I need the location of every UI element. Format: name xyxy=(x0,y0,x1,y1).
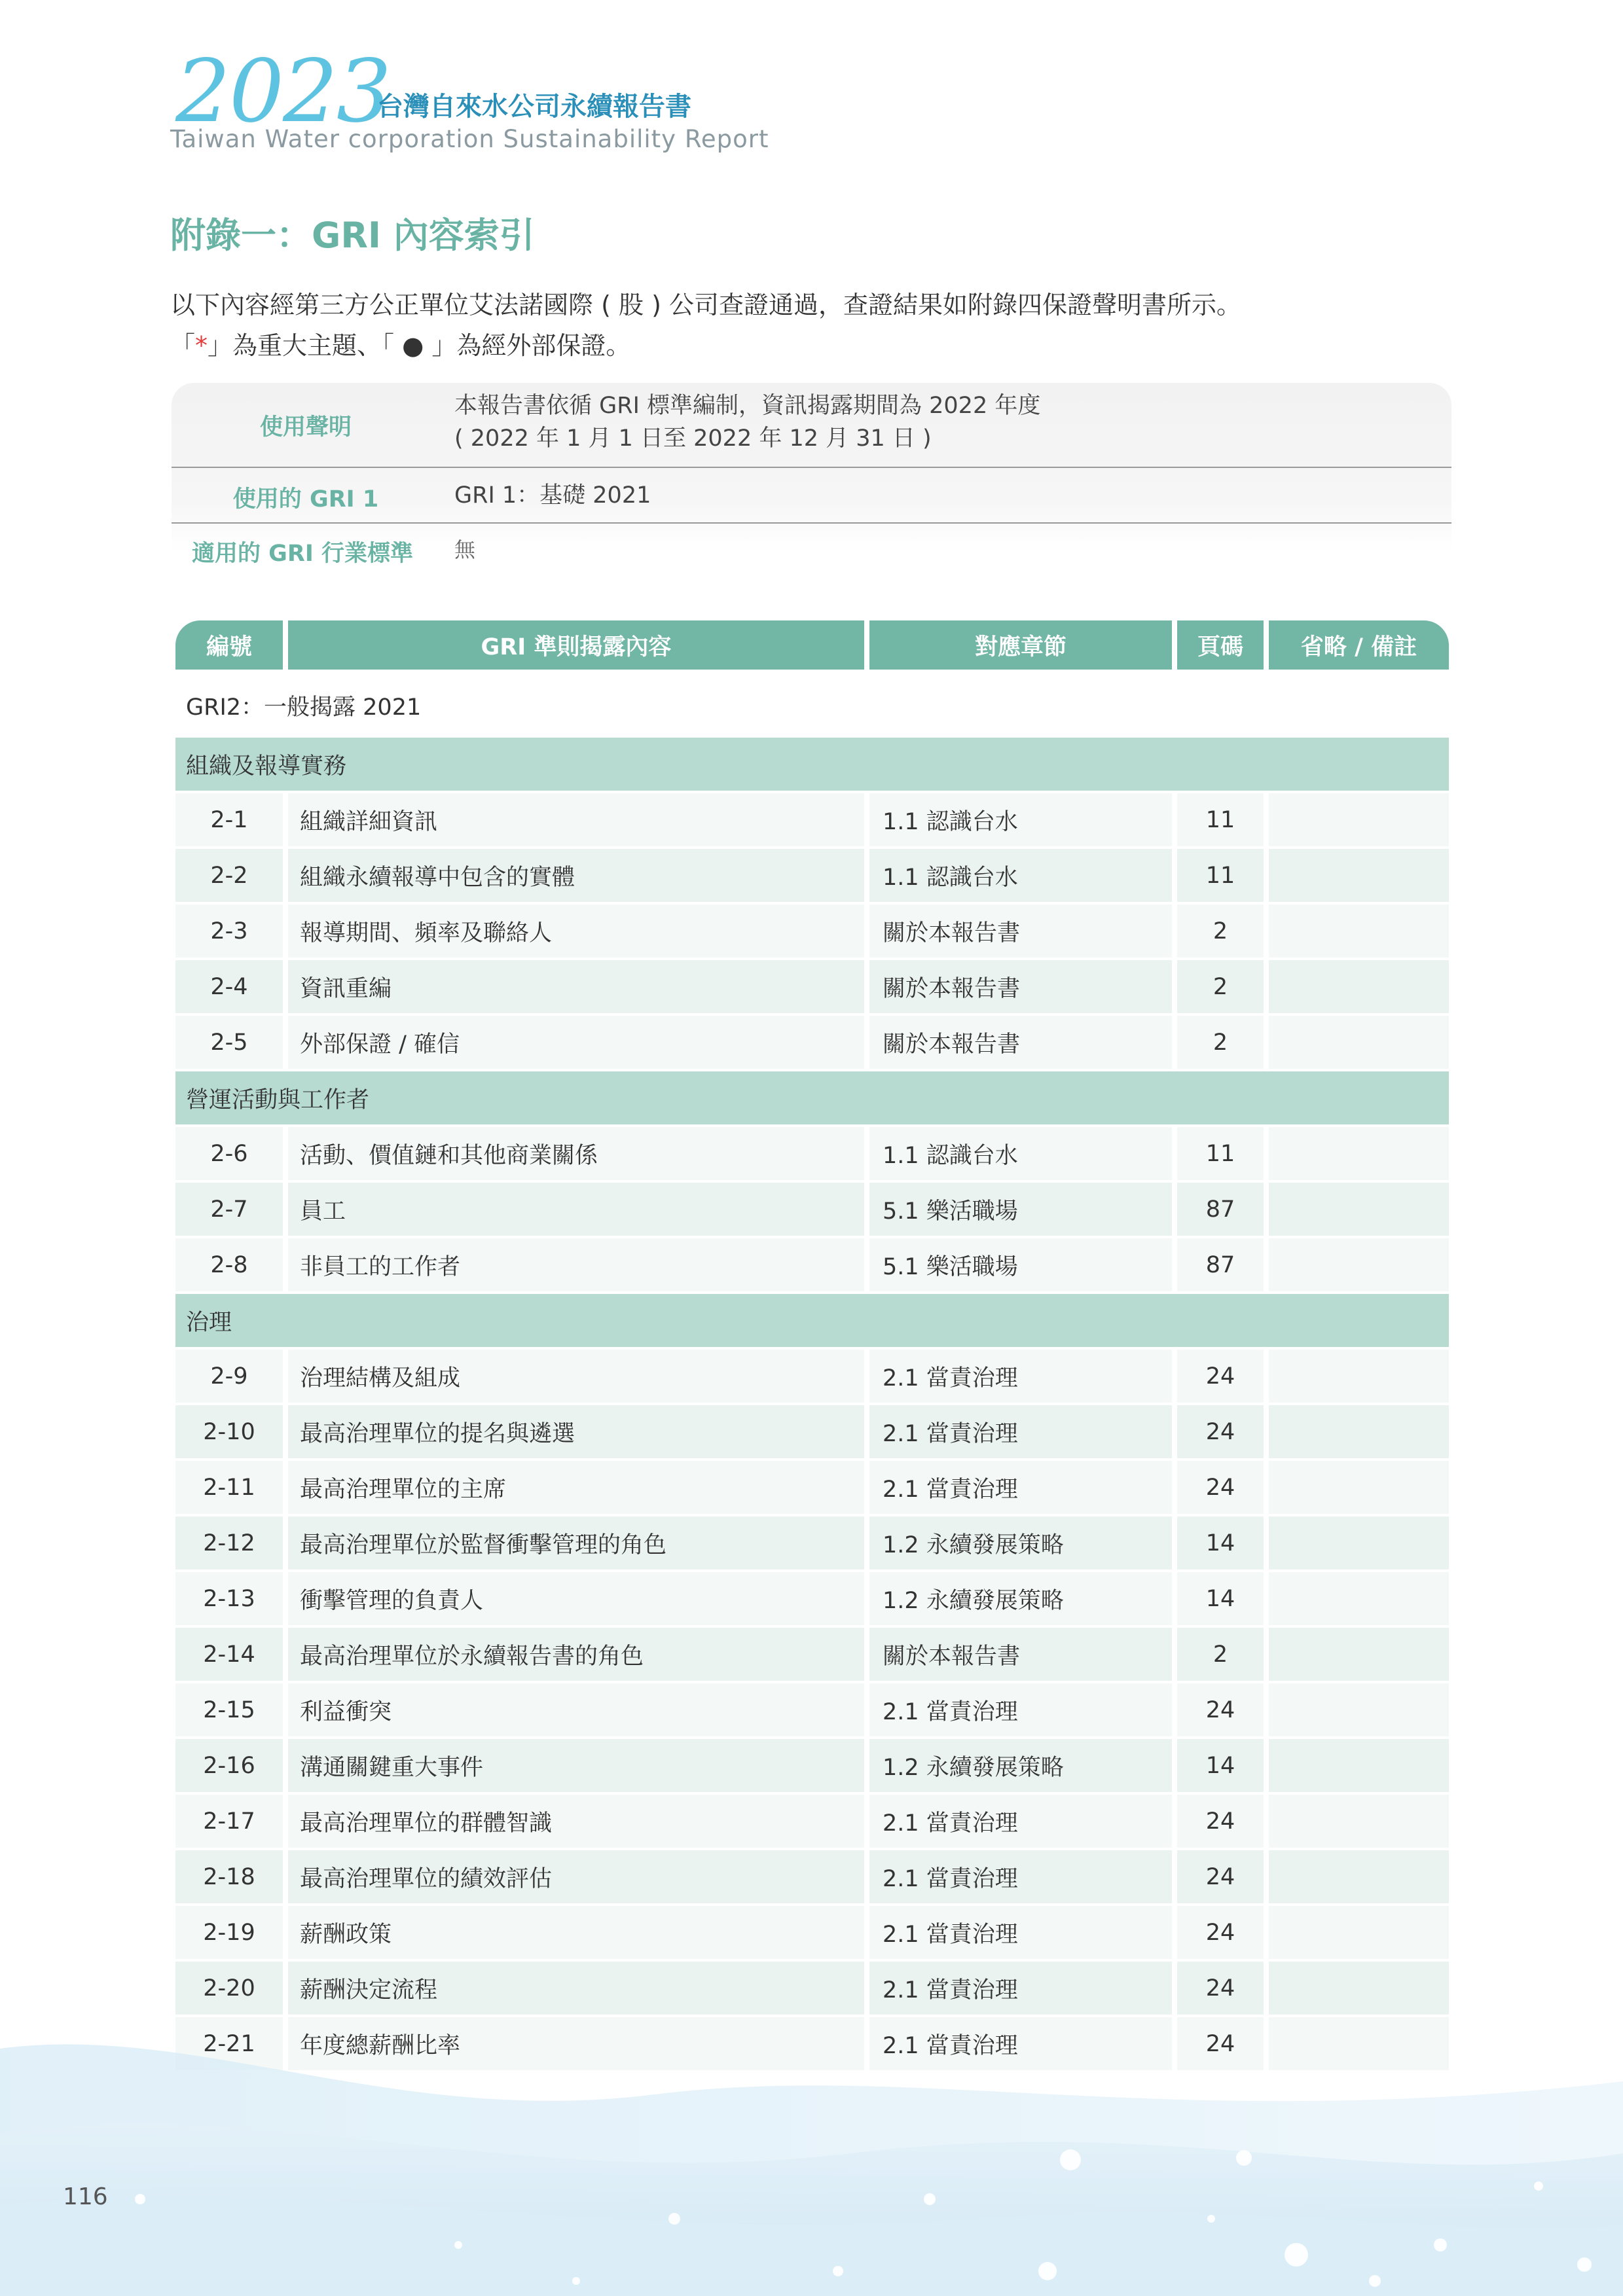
table-row xyxy=(175,1516,1449,1570)
report-year: 2023 xyxy=(175,41,390,142)
chapter-cell: 1.2 永續發展策略 xyxy=(869,1739,1172,1792)
remarks-cell xyxy=(1269,1628,1449,1681)
remarks-cell xyxy=(1269,1739,1449,1792)
page-cell: 14 xyxy=(1177,1516,1264,1570)
chapter-cell: 2.1 當責治理 xyxy=(869,1350,1172,1403)
remarks-cell xyxy=(1269,1238,1449,1291)
page-cell: 24 xyxy=(1177,1962,1264,2015)
disclosure-content-cell: 最高治理單位的績效評估 xyxy=(288,1850,864,1903)
remarks-cell xyxy=(1269,1850,1449,1903)
disclosure-id-cell: 2-6 xyxy=(175,1127,283,1180)
disclosure-id-cell: 2-3 xyxy=(175,905,283,958)
disclosure-content-cell: 報導期間、頻率及聯絡人 xyxy=(288,905,864,958)
table-row xyxy=(175,960,1449,1013)
disclosure-id-cell: 2-5 xyxy=(175,1016,283,1069)
disclosure-id-cell: 2-15 xyxy=(175,1683,283,1736)
table-row xyxy=(175,1795,1449,1848)
table-row xyxy=(175,1628,1449,1681)
chapter-cell: 5.1 樂活職場 xyxy=(869,1238,1172,1291)
statement-value-line-2: ( 2022 年 1 月 1 日至 2022 年 12 月 31 日 ) xyxy=(454,425,932,452)
page-cell: 24 xyxy=(1177,1850,1264,1903)
disclosure-content-cell: 最高治理單位的群體智識 xyxy=(288,1795,864,1848)
page-cell: 24 xyxy=(1177,1906,1264,1959)
chapter-cell: 2.1 當責治理 xyxy=(869,1962,1172,2015)
table-row xyxy=(175,1183,1449,1236)
disclosure-id-cell: 2-18 xyxy=(175,1850,283,1903)
table-row xyxy=(175,1461,1449,1514)
chapter-cell: 2.1 當責治理 xyxy=(869,1405,1172,1458)
page-cell: 2 xyxy=(1177,1016,1264,1069)
disclosure-content-cell: 最高治理單位於監督衝擊管理的角色 xyxy=(288,1516,864,1570)
page-number: 116 xyxy=(63,2183,108,2210)
intro-line-1: 以下內容經第三方公正單位艾法諾國際 ( 股 ) 公司查證通過，查證結果如附錄四保證聲明書所示。 xyxy=(170,291,1241,319)
disclosure-content-cell: 組織詳細資訊 xyxy=(288,793,864,846)
remarks-cell xyxy=(1269,1906,1449,1959)
page-cell: 24 xyxy=(1177,1405,1264,1458)
statement-label: 使用聲明 xyxy=(259,414,352,440)
remarks-cell xyxy=(1269,849,1449,902)
page-cell: 14 xyxy=(1177,1739,1264,1792)
statement-value-line-1: 本報告書依循 GRI 標準編制，資訊揭露期間為 2022 年度 xyxy=(454,393,1041,419)
remarks-cell xyxy=(1269,1405,1449,1458)
table-header xyxy=(175,620,1449,670)
table-row xyxy=(175,1350,1449,1403)
page-cell: 14 xyxy=(1177,1572,1264,1625)
chapter-cell: 1.1 認識台水 xyxy=(869,1127,1172,1180)
disclosure-id-cell: 2-13 xyxy=(175,1572,283,1625)
disclosure-id-cell: 2-7 xyxy=(175,1183,283,1236)
disclosure-id-cell: 2-21 xyxy=(175,2017,283,2070)
chapter-cell: 1.1 認識台水 xyxy=(869,793,1172,846)
statement-of-use-box xyxy=(172,383,1451,567)
chapter-cell: 2.1 當責治理 xyxy=(869,1795,1172,1848)
remarks-cell xyxy=(1269,1795,1449,1848)
table-row xyxy=(175,1683,1449,1736)
page-cell: 11 xyxy=(1177,1127,1264,1180)
disclosure-id-cell: 2-2 xyxy=(175,849,283,902)
category-row: 治理 xyxy=(175,1294,1449,1347)
remarks-cell xyxy=(1269,1461,1449,1514)
table-row xyxy=(175,1572,1449,1625)
page-cell: 87 xyxy=(1177,1238,1264,1291)
page-cell: 87 xyxy=(1177,1183,1264,1236)
table-row xyxy=(175,1016,1449,1069)
table-row xyxy=(175,905,1449,958)
page-cell: 24 xyxy=(1177,1683,1264,1736)
intro-text xyxy=(170,285,1241,366)
remarks-cell xyxy=(1269,1962,1449,2015)
page-cell: 24 xyxy=(1177,1350,1264,1403)
water-wave-decoration xyxy=(0,2022,1623,2296)
disclosure-content-cell: 員工 xyxy=(288,1183,864,1236)
gri-content-index-table xyxy=(175,620,1449,2070)
intro-line-2-rest: 」為重大主題、「 ● 」為經外部保證。 xyxy=(208,331,631,360)
chapter-cell: 2.1 當責治理 xyxy=(869,1461,1172,1514)
statement-label: 使用的 GRI 1 xyxy=(232,486,379,512)
page-cell: 24 xyxy=(1177,1461,1264,1514)
disclosure-id-cell: 2-8 xyxy=(175,1238,283,1291)
disclosure-content-cell: 年度總薪酬比率 xyxy=(288,2017,864,2070)
disclosure-id-cell: 2-1 xyxy=(175,793,283,846)
page-cell: 2 xyxy=(1177,960,1264,1013)
disclosure-id-cell: 2-14 xyxy=(175,1628,283,1681)
material-topic-star-icon: * xyxy=(195,331,208,360)
intro-bracket-open: 「 xyxy=(170,331,196,360)
chapter-cell: 2.1 當責治理 xyxy=(869,1850,1172,1903)
chapter-cell: 2.1 當責治理 xyxy=(869,1683,1172,1736)
statement-value: 無 xyxy=(454,537,476,562)
disclosure-content-cell: 最高治理單位的提名與遴選 xyxy=(288,1405,864,1458)
table-row xyxy=(175,1906,1449,1959)
table-row xyxy=(175,1127,1449,1180)
table-row xyxy=(175,1962,1449,2015)
remarks-cell xyxy=(1269,1572,1449,1625)
remarks-cell xyxy=(1269,793,1449,846)
report-header xyxy=(169,41,824,157)
disclosure-content-cell: 利益衝突 xyxy=(288,1683,864,1736)
disclosure-content-cell: 最高治理單位的主席 xyxy=(288,1461,864,1514)
disclosure-id-cell: 2-20 xyxy=(175,1962,283,2015)
disclosure-content-cell: 薪酬決定流程 xyxy=(288,1962,864,2015)
table-row xyxy=(175,1739,1449,1792)
table-row xyxy=(175,849,1449,902)
chapter-cell: 關於本報告書 xyxy=(869,1016,1172,1069)
disclosure-content-cell: 外部保證 / 確信 xyxy=(288,1016,864,1069)
disclosure-id-cell: 2-16 xyxy=(175,1739,283,1792)
chapter-cell: 關於本報告書 xyxy=(869,960,1172,1013)
section-title: 附錄一：GRI 內容索引 xyxy=(170,215,535,256)
category-row: 營運活動與工作者 xyxy=(175,1071,1449,1124)
table-row xyxy=(175,1405,1449,1458)
remarks-cell xyxy=(1269,960,1449,1013)
column-header-remarks: 省略 / 備註 xyxy=(1269,620,1449,670)
disclosure-content-cell: 資訊重編 xyxy=(288,960,864,1013)
report-title: 台灣自來水公司永續報告書 xyxy=(377,92,691,122)
table-row xyxy=(175,1238,1449,1291)
chapter-cell: 1.2 永續發展策略 xyxy=(869,1516,1172,1570)
disclosure-id-cell: 2-10 xyxy=(175,1405,283,1458)
remarks-cell xyxy=(1269,1127,1449,1180)
disclosure-id-cell: 2-4 xyxy=(175,960,283,1013)
disclosure-id-cell: 2-17 xyxy=(175,1795,283,1848)
disclosure-id-cell: 2-9 xyxy=(175,1350,283,1403)
column-header-page: 頁碼 xyxy=(1177,620,1264,670)
remarks-cell xyxy=(1269,1183,1449,1236)
remarks-cell xyxy=(1269,1516,1449,1570)
table-row xyxy=(175,1850,1449,1903)
standard-heading: GRI2：一般揭露 2021 xyxy=(186,694,422,721)
remarks-cell xyxy=(1269,905,1449,958)
column-header-chapter: 對應章節 xyxy=(869,620,1172,670)
page-cell: 2 xyxy=(1177,905,1264,958)
chapter-cell: 關於本報告書 xyxy=(869,1628,1172,1681)
table-row xyxy=(175,793,1449,846)
disclosure-content-cell: 組織永續報導中包含的實體 xyxy=(288,849,864,902)
disclosure-content-cell: 非員工的工作者 xyxy=(288,1238,864,1291)
disclosure-content-cell: 最高治理單位於永續報告書的角色 xyxy=(288,1628,864,1681)
column-header-id: 編號 xyxy=(175,620,283,670)
chapter-cell: 1.1 認識台水 xyxy=(869,849,1172,902)
table-body xyxy=(175,738,1449,2070)
remarks-cell xyxy=(1269,1683,1449,1736)
remarks-cell xyxy=(1269,1350,1449,1403)
chapter-cell: 關於本報告書 xyxy=(869,905,1172,958)
statement-row-gri1 xyxy=(172,468,1451,524)
disclosure-content-cell: 活動、價值鏈和其他商業關係 xyxy=(288,1127,864,1180)
category-row: 組織及報導實務 xyxy=(175,738,1449,791)
report-subtitle: Taiwan Water corporation Sustainability Report xyxy=(170,125,769,153)
statement-row-usage xyxy=(172,383,1451,468)
intro-line-2 xyxy=(170,325,1241,366)
disclosure-id-cell: 2-19 xyxy=(175,1906,283,1959)
page-cell: 24 xyxy=(1177,2017,1264,2070)
disclosure-content-cell: 衝擊管理的負責人 xyxy=(288,1572,864,1625)
disclosure-content-cell: 治理結構及組成 xyxy=(288,1350,864,1403)
page-cell: 11 xyxy=(1177,849,1264,902)
disclosure-id-cell: 2-11 xyxy=(175,1461,283,1514)
chapter-cell: 1.2 永續發展策略 xyxy=(869,1572,1172,1625)
disclosure-content-cell: 薪酬政策 xyxy=(288,1906,864,1959)
page-cell: 24 xyxy=(1177,1795,1264,1848)
disclosure-content-cell: 溝通關鍵重大事件 xyxy=(288,1739,864,1792)
statement-value: GRI 1：基礎 2021 xyxy=(454,482,651,509)
remarks-cell xyxy=(1269,1016,1449,1069)
chapter-cell: 5.1 樂活職場 xyxy=(869,1183,1172,1236)
disclosure-id-cell: 2-12 xyxy=(175,1516,283,1570)
statement-row-sector-standard xyxy=(172,524,1451,576)
page-cell: 2 xyxy=(1177,1628,1264,1681)
statement-label: 適用的 GRI 行業標準 xyxy=(191,541,414,567)
page-cell: 11 xyxy=(1177,793,1264,846)
chapter-cell: 2.1 當責治理 xyxy=(869,1906,1172,1959)
column-header-content: GRI 準則揭露內容 xyxy=(288,620,864,670)
chapter-cell: 2.1 當責治理 xyxy=(869,2017,1172,2070)
statement-value xyxy=(454,389,1040,455)
